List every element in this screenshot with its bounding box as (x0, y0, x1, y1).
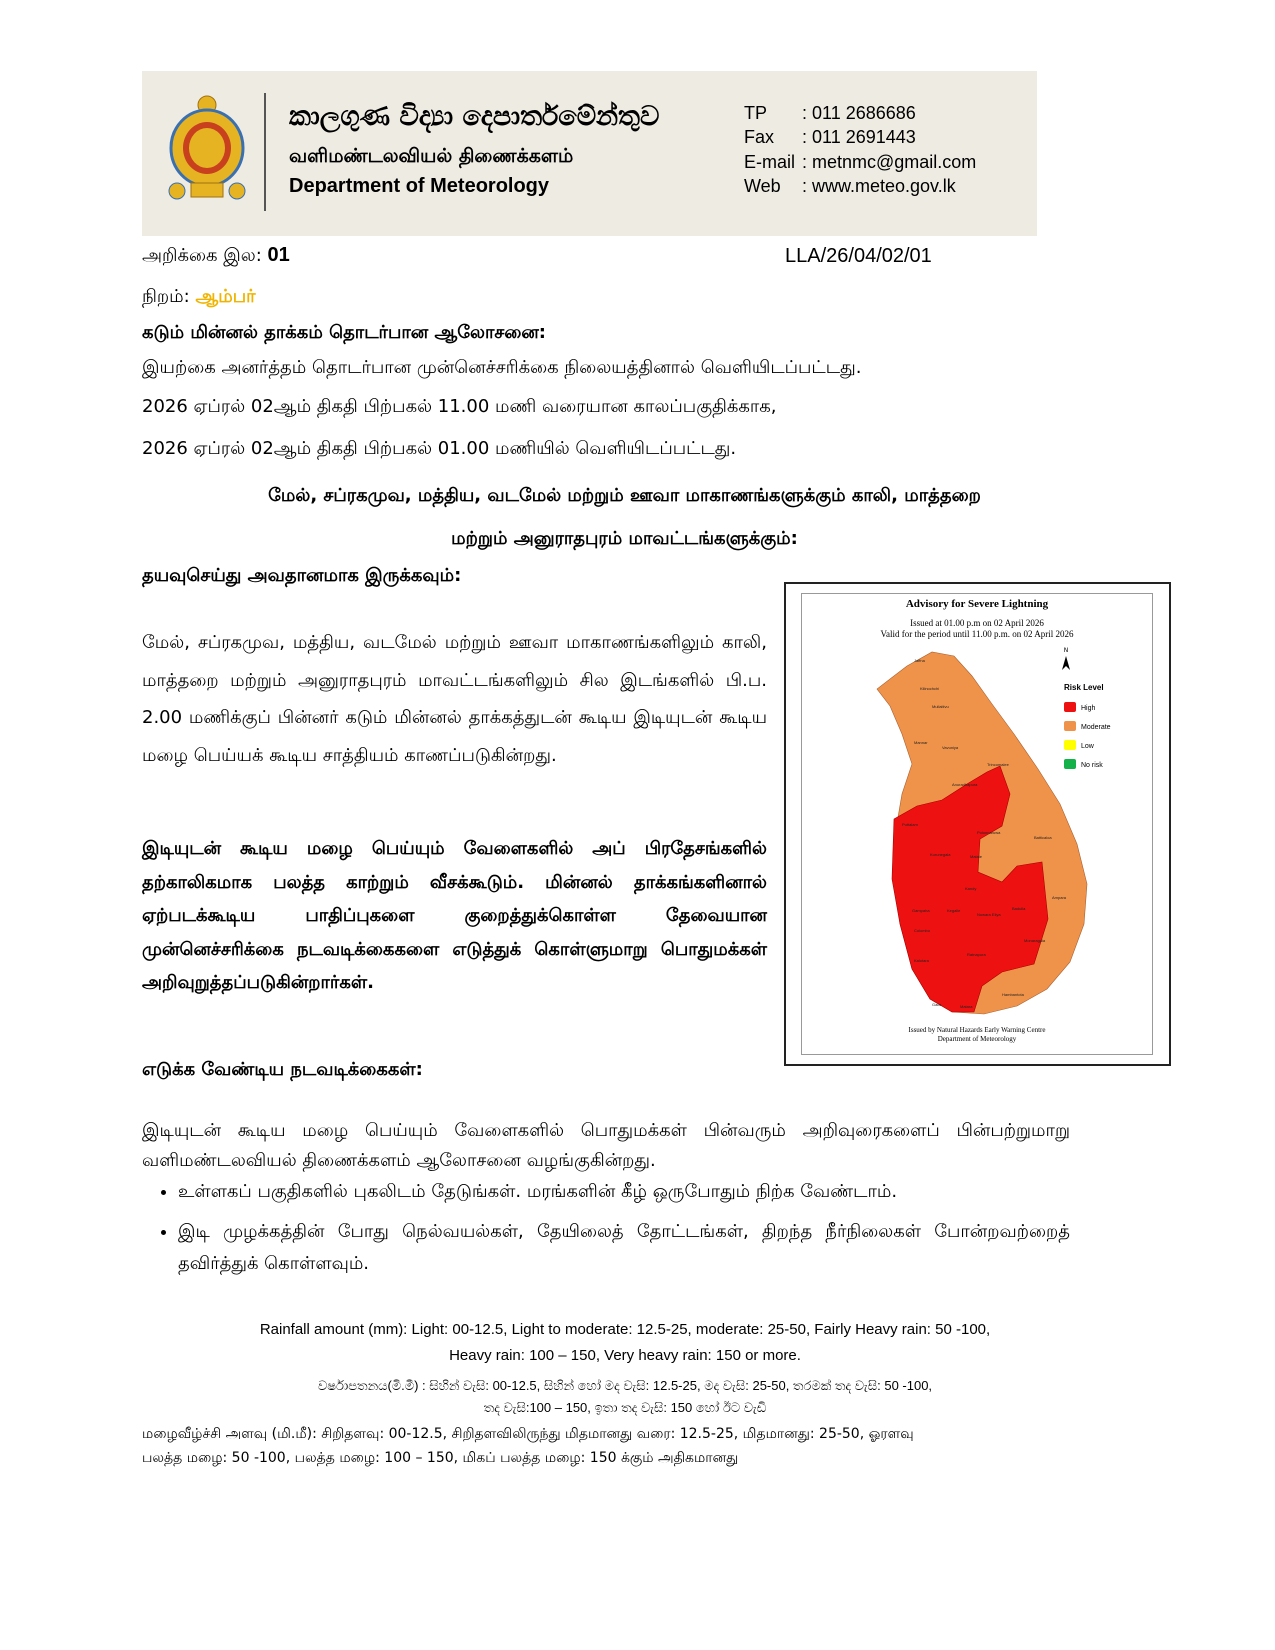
district-label: Mullaitivu (932, 704, 949, 709)
contact-phone (744, 103, 916, 124)
legend-swatch (1064, 759, 1076, 769)
action-item: • இடி முழக்கத்தின் போது நெல்வயல்கள், தேயிலைத் தோட்டங்கள், திறந்த நீர்நிலைகள் போன்றவற்றைத் தவிர்த்துக் கொள்ளவும். (178, 1216, 1070, 1280)
district-label: Badulla (1012, 906, 1026, 911)
district-label: Kurunegala (930, 852, 951, 857)
issued-by: இயற்கை அனர்த்தம் தொடர்பான முன்னெச்சரிக்கை நிலையத்தினால் வெளியிடப்பட்டது. (142, 357, 862, 378)
legend-swatch (1064, 721, 1076, 731)
tamil-department-name: வளிமண்டலவியல் திணைக்களம் (289, 145, 574, 167)
report-number-value: 01 (267, 244, 290, 266)
sri-lanka-emblem-logo (167, 93, 247, 205)
district-label: Mannar (914, 740, 928, 745)
report-number-label: அறிக்கை இல: (142, 245, 262, 266)
district-label: Batticaloa (1034, 835, 1052, 840)
forecast-paragraph: மேல், சப்ரகமுவ, மத்திய, வடமேல் மற்றும் ஊவா மாகாணங்களிலும் காலி, மாத்தறை மற்றும் அனுராதபுரம் மாவட்டங்களிலும் சில இடங்களில் பி.ப. 2.00 மணிக்குப் பின்னர் கடும் மின்னல் தாக்கத்துடன் கூடிய இடியுடன் கூடிய மழை பெய்யக் கூடிய சாத்தியம் காணப்படுகின்றது. (142, 632, 767, 766)
district-label: Puttalam (902, 822, 918, 827)
english-department-name: Department of Meteorology (289, 175, 550, 197)
district-label: Nuwara Eliya (977, 912, 1001, 917)
district-label: Kandy (965, 886, 977, 891)
contact-value[interactable]: : metnmc@gmail.com (802, 152, 977, 172)
district-label: Galle (932, 1002, 942, 1007)
actions-intro: இடியுடன் கூடிய மழை பெய்யும் வேளைகளில் பொதுமக்கள் பின்வரும் அறிவுரைகளைப் பின்பற்றுமாறு வளிமண்டலவியல் திணைக்களம் ஆலோசனை வழங்குகின்றது. (142, 1120, 1070, 1171)
contact-label: TP (744, 103, 768, 123)
district-label: Hambantota (1002, 992, 1024, 997)
actions-heading: எடுக்க வேண்டிய நடவடிக்கைகள்: (142, 1059, 423, 1080)
district-label: Matara (960, 1004, 973, 1009)
legend-label: Moderate (1081, 724, 1111, 731)
report-number (142, 244, 290, 268)
lightning-risk-map (784, 582, 1171, 1066)
actions-list (142, 1176, 1070, 1288)
contact-email (744, 152, 976, 173)
district-label: Kilinochchi (920, 686, 940, 691)
contact-label: E-mail (744, 152, 796, 172)
contact-value[interactable]: : www.meteo.gov.lk (802, 176, 956, 196)
header-divider (264, 93, 266, 211)
map-valid: Valid for the period until 11.00 p.m. on 02 April 2026 (880, 629, 1074, 639)
valid-until: 2026 ஏப்ரல் 02ஆம் திகதி பிற்பகல் 11.00 மணி வரையான காலப்பகுதிக்காக, (142, 396, 777, 417)
district-label: Monaragala (1024, 938, 1046, 943)
legend-swatch (1064, 702, 1076, 712)
district-label: Matale (970, 854, 983, 859)
alert-color-label: நிறம்: (142, 286, 190, 307)
rainfall-tamil-1: மழைவீழ்ச்சி அளவு (மி.மீ): சிறிதளவு: 00-12.5, சிறிதளவிலிருந்து மிதமானது வரை: 12.5-25, மிதமானது: 25-50, ஓரளவு (142, 1426, 914, 1442)
district-label: Anuradhapura (952, 782, 978, 787)
contact-label: Web (744, 176, 781, 196)
map-footer-1: Issued by Natural Hazards Early Warning Centre (908, 1026, 1046, 1034)
rainfall-english-1: Rainfall amount (mm): Light: 00-12.5, Light to moderate: 12.5-25, moderate: 25-50, Fairly Heavy rain: 50 -100, (259, 1321, 991, 1338)
affected-areas-line2: மற்றும் அனுராதபுரம் மாவட்டங்களுக்கும்: (451, 528, 798, 549)
rainfall-tamil-2: பலத்த மழை: 50 -100, பலத்த மழை: 100 – 150, மிகப் பலத்த மழை: 150 க்கும் அதிகமானது (142, 1450, 739, 1466)
alert-color-value: ஆம்பர் (195, 286, 256, 307)
district-label: Vavuniya (942, 745, 959, 750)
district-label: Colombo (914, 928, 931, 933)
district-label: Trincomalee (987, 762, 1009, 767)
rainfall-sinhala-2: තද වැසි:100 – 150, ඉතා තද වැසි: 150 හෝ ඊට වැඩි (483, 1400, 767, 1415)
district-label: Kalutara (914, 958, 929, 963)
legend-label: No risk (1081, 762, 1103, 769)
district-label: Ratnapura (967, 952, 986, 957)
rainfall-sinhala-1: වර්ෂාපතනය(මි.මී) : සිහින් වැසි: 00-12.5, සිහින් හෝ මද වැසි: 12.5-25, මද වැසි: 25-50, තරමක් තද වැසි: 50 -100, (317, 1378, 933, 1393)
contact-web (744, 176, 956, 197)
map-footer-2: Department of Meteorology (937, 1035, 1017, 1043)
sri-lanka-map (802, 594, 1152, 1054)
map-frame (801, 593, 1153, 1055)
contact-label: Fax (744, 127, 775, 147)
issued-at: 2026 ஏப்ரல் 02ஆம் திகதி பிற்பகல் 01.00 மணியில் வெளியிடப்பட்டது. (142, 438, 737, 459)
map-issued: Issued at 01.00 p.m on 02 April 2026 (910, 618, 1044, 628)
legend-title: Risk Level (1064, 683, 1104, 692)
district-label: Jaffna (914, 658, 925, 663)
north-arrow-label: N (1063, 647, 1069, 654)
map-title: Advisory for Severe Lightning (905, 598, 1049, 610)
report-reference: LLA/26/04/02/01 (785, 245, 932, 267)
contact-fax (744, 127, 916, 148)
map-legend (1064, 702, 1111, 769)
contact-value: : 011 2686686 (802, 103, 916, 123)
district-label: Polonnaruwa (977, 830, 1001, 835)
legend-swatch (1064, 740, 1076, 750)
caution-heading: தயவுசெய்து அவதானமாக இருக்கவும்: (142, 565, 462, 586)
north-arrow-icon (1062, 656, 1070, 670)
contact-value: : 011 2691443 (802, 127, 916, 147)
affected-areas-line1: மேல், சப்ரகமுவ, மத்திய, வடமேல் மற்றும் ஊவா மாகாணங்களுக்கும் காலி, மாத்தறை (268, 485, 981, 506)
letterhead (142, 71, 1037, 236)
legend-label: High (1081, 705, 1096, 712)
warning-paragraph: இடியுடன் கூடிய மழை பெய்யும் வேளைகளில் அப் பிரதேசங்களில் தற்காலிகமாக பலத்த காற்றும் வீசக்கூடும். மின்னல் தாக்கங்களினால் ஏற்படக்கூடிய பாதிப்புகளை குறைத்துக்கொள்ள தேவையான முன்னெச்சரிக்கை நடவடிக்கைகளை எடுத்துக் கொள்ளுமாறு பொதுமக்கள் அறிவுறுத்தப்படுகின்றார்கள். (142, 838, 767, 993)
alert-color (142, 286, 256, 309)
rainfall-english-2: Heavy rain: 100 – 150, Very heavy rain: 150 or more. (449, 1347, 801, 1364)
action-item: • உள்ளகப் பகுதிகளில் புகலிடம் தேடுங்கள். மரங்களின் கீழ் ஒருபோதும் நிற்க வேண்டாம். (178, 1176, 1070, 1208)
legend-label: Low (1081, 743, 1094, 750)
advisory-heading: கடும் மின்னல் தாக்கம் தொடர்பான ஆலோசனை: (142, 322, 547, 343)
sinhala-department-name: කාලගුණ විද්‍යා දෙපාර්තමේන්තුව (289, 101, 660, 132)
district-label: Kegalle (947, 908, 961, 913)
district-label: Ampara (1052, 895, 1067, 900)
district-label: Gampaha (912, 908, 930, 913)
